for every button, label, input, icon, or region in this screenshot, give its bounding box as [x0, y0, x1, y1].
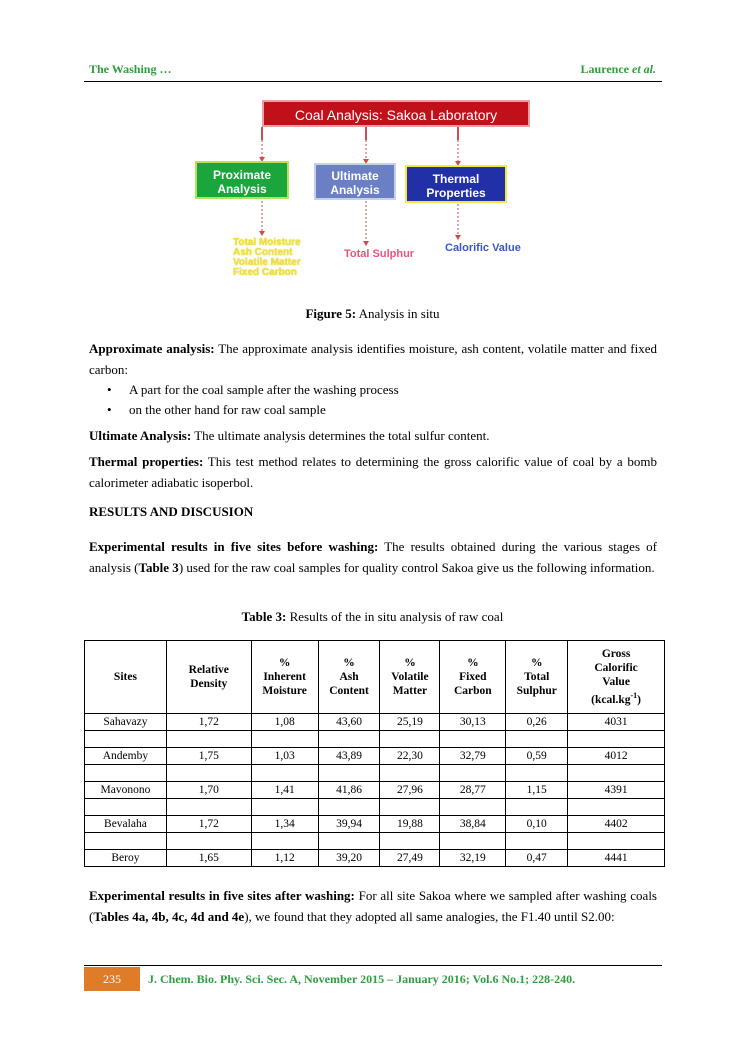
value-cell: 27,49	[380, 850, 440, 867]
header-gcv-text: Gross Calorific Value $(kcal.kg^{-1})$	[591, 648, 641, 706]
paragraph-label: Experimental results in five sites after washing:	[89, 888, 355, 903]
empty-cell	[251, 731, 318, 748]
header-fixed-carbon: % Fixed Carbon	[440, 641, 506, 714]
box-label-line: Thermal	[432, 172, 480, 186]
empty-cell	[166, 731, 251, 748]
value-cell: 28,77	[440, 782, 506, 799]
table-row	[85, 714, 665, 731]
diagram-title-box: Coal Analysis: Sakoa Laboratory	[262, 100, 530, 127]
empty-cell	[166, 833, 251, 850]
site-name-cell: Bevalaha	[85, 816, 167, 833]
footer-rule	[84, 965, 662, 966]
header-volatile-matter: % Volatile Matter	[380, 641, 440, 714]
value-cell: 1,03	[251, 748, 318, 765]
empty-cell	[440, 765, 506, 782]
ultimate-analysis-paragraph	[89, 425, 657, 446]
value-cell: 22,30	[380, 748, 440, 765]
ultimate-analysis-box	[314, 163, 396, 200]
empty-cell	[568, 799, 665, 816]
paragraph-label: Thermal properties:	[89, 454, 204, 469]
table-reference: Table 3	[138, 560, 179, 575]
approximate-bullets	[107, 380, 647, 420]
header-sites: Sites	[85, 641, 167, 714]
before-washing-paragraph	[89, 536, 657, 578]
box-label-line: Analysis	[330, 183, 380, 197]
header-relative-density: Relative Density	[166, 641, 251, 714]
proximate-item: Fixed Carbon	[233, 267, 297, 278]
site-name-cell: Mavonono	[85, 782, 167, 799]
empty-cell	[318, 765, 380, 782]
spacer-row	[85, 799, 665, 816]
proximate-items	[233, 238, 301, 278]
value-cell: 4441	[568, 850, 665, 867]
page-number: 235	[84, 967, 140, 991]
empty-cell	[380, 799, 440, 816]
proximate-analysis-box	[195, 161, 289, 199]
empty-cell	[318, 731, 380, 748]
value-cell: 38,84	[440, 816, 506, 833]
author-etal: et al.	[632, 62, 656, 76]
caption-label: Table 3:	[241, 609, 287, 624]
header-ash-content: % Ash Content	[318, 641, 380, 714]
value-cell: 1,72	[166, 816, 251, 833]
tables-reference: Tables 4a, 4b, 4c, 4d and 4e	[93, 909, 245, 924]
paragraph-text: For all site Sakoa where we sampled after washing coals (	[89, 888, 657, 924]
value-cell: 19,88	[380, 816, 440, 833]
proximate-item: Volatile Matter	[233, 257, 301, 268]
value-cell: 41,86	[318, 782, 380, 799]
value-cell: 1,12	[251, 850, 318, 867]
header-inherent-moisture: % Inherent Moisture	[251, 641, 318, 714]
approximate-analysis-paragraph	[89, 338, 657, 380]
journal-citation: J. Chem. Bio. Phy. Sci. Sec. A, November 2015 – January 2016; Vol.6 No.1; 228-240.	[148, 972, 576, 986]
empty-cell	[251, 799, 318, 816]
thermal-properties-box	[405, 165, 507, 203]
table-body	[85, 714, 665, 867]
header-gross-calorific-value	[568, 641, 665, 714]
paragraph-text: The approximate analysis identifies moisture, ash content, volatile matter and fixed carbon:	[89, 341, 658, 377]
value-cell: 1,75	[166, 748, 251, 765]
paragraph-text: ) used for the raw coal samples for quality control Sakoa give us the following information.	[178, 560, 655, 575]
value-cell: 1,08	[251, 714, 318, 731]
empty-cell	[380, 731, 440, 748]
empty-cell	[568, 833, 665, 850]
empty-cell	[251, 765, 318, 782]
value-cell: 0,26	[506, 714, 568, 731]
empty-cell	[166, 799, 251, 816]
empty-cell	[506, 765, 568, 782]
value-cell: 0,59	[506, 748, 568, 765]
spacer-row	[85, 731, 665, 748]
value-cell: 39,94	[318, 816, 380, 833]
figure-caption	[0, 306, 745, 322]
value-cell: 4402	[568, 816, 665, 833]
table-row	[85, 816, 665, 833]
arrow-head	[363, 241, 369, 246]
box-label-line: Ultimate	[331, 169, 379, 183]
caption-text: Analysis in situ	[356, 306, 440, 321]
paragraph-text: The results obtained during the various stages of analysis (	[89, 539, 658, 575]
value-cell: 4391	[568, 782, 665, 799]
arrow-head	[455, 235, 461, 240]
table-caption	[0, 609, 745, 625]
value-cell: 1,72	[166, 714, 251, 731]
bullet-item: • A part for the coal sample after the washing process	[107, 380, 647, 400]
value-cell: 1,70	[166, 782, 251, 799]
empty-cell	[440, 799, 506, 816]
site-name-cell: Sahavazy	[85, 714, 167, 731]
paragraph-label: Approximate analysis:	[89, 341, 215, 356]
value-cell: 32,19	[440, 850, 506, 867]
value-cell: 1,65	[166, 850, 251, 867]
bullet-item: • on the other hand for raw coal sample	[107, 400, 647, 420]
empty-cell	[251, 833, 318, 850]
table-row	[85, 748, 665, 765]
value-cell: 1,15	[506, 782, 568, 799]
empty-cell	[85, 833, 167, 850]
figure-5-diagram	[0, 0, 745, 300]
thermal-properties-paragraph	[89, 451, 657, 493]
arrow-head	[259, 231, 265, 236]
paragraph-text: This test method relates to determining the gross calorific value of coal by a bomb calorimeter adiabatic isoperbol.	[89, 454, 657, 490]
empty-cell	[568, 731, 665, 748]
empty-cell	[506, 833, 568, 850]
proximate-item: Total Moisture	[233, 237, 301, 248]
value-cell: 27,96	[380, 782, 440, 799]
empty-cell	[506, 731, 568, 748]
paragraph-text: The ultimate analysis determines the total sulfur content.	[191, 428, 490, 443]
caption-label: Figure 5:	[305, 306, 357, 321]
value-cell: 1,41	[251, 782, 318, 799]
results-heading: RESULTS AND DISCUSION	[89, 504, 254, 519]
value-cell: 30,13	[440, 714, 506, 731]
value-cell: 43,60	[318, 714, 380, 731]
empty-cell	[440, 731, 506, 748]
table-header-row	[85, 641, 665, 714]
empty-cell	[568, 765, 665, 782]
running-header-title: The Washing …	[89, 62, 172, 76]
site-name-cell: Beroy	[85, 850, 167, 867]
proximate-item: Ash Content	[233, 247, 293, 258]
header-total-sulphur: % Total Sulphur	[506, 641, 568, 714]
value-cell: 4012	[568, 748, 665, 765]
value-cell: 25,19	[380, 714, 440, 731]
empty-cell	[318, 833, 380, 850]
empty-cell	[440, 833, 506, 850]
author-name: Laurence	[580, 62, 632, 76]
spacer-row	[85, 765, 665, 782]
table-row	[85, 782, 665, 799]
value-cell: 43,89	[318, 748, 380, 765]
empty-cell	[85, 765, 167, 782]
ultimate-item: Total Sulphur	[344, 248, 415, 260]
value-cell: 1,34	[251, 816, 318, 833]
empty-cell	[380, 833, 440, 850]
results-table	[84, 640, 665, 867]
empty-cell	[85, 799, 167, 816]
empty-cell	[166, 765, 251, 782]
site-name-cell: Andemby	[85, 748, 167, 765]
value-cell: 4031	[568, 714, 665, 731]
value-cell: 39,20	[318, 850, 380, 867]
value-cell: 0,47	[506, 850, 568, 867]
empty-cell	[380, 765, 440, 782]
box-label-line: Properties	[426, 186, 486, 200]
paragraph-label: Experimental results in five sites before washing:	[89, 539, 379, 554]
empty-cell	[85, 731, 167, 748]
after-washing-paragraph	[89, 885, 657, 927]
value-cell: 32,79	[440, 748, 506, 765]
empty-cell	[318, 799, 380, 816]
empty-cell	[506, 799, 568, 816]
paragraph-label: Ultimate Analysis:	[89, 428, 192, 443]
caption-text: Results of the in situ analysis of raw coal	[286, 609, 504, 624]
unit-superscript: -1	[630, 691, 638, 701]
value-cell: 0,10	[506, 816, 568, 833]
paragraph-text: ), we found that they adopted all same analogies, the F1.40 until S2.00:	[244, 909, 615, 924]
spacer-row	[85, 833, 665, 850]
box-label-line: Analysis	[217, 182, 267, 196]
thermal-item: Calorific Value	[445, 242, 521, 254]
table-row	[85, 850, 665, 867]
box-label-line: Proximate	[212, 168, 272, 182]
